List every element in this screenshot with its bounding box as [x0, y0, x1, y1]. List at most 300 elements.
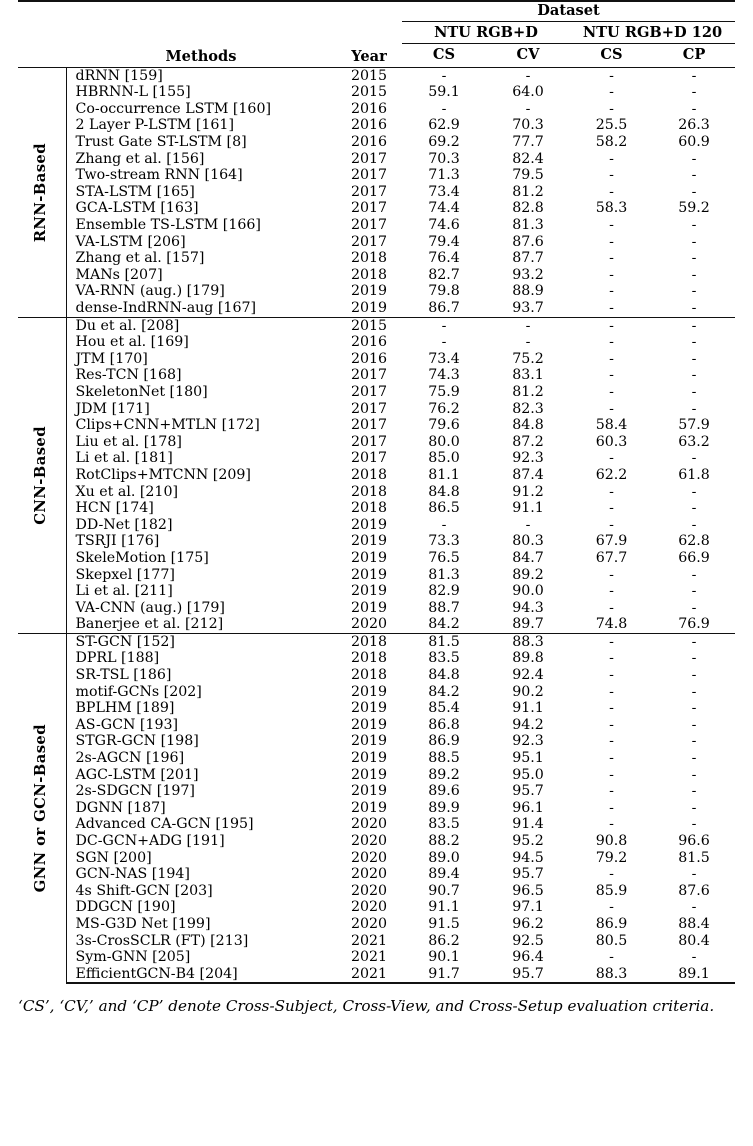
method-name: 2s-AGCN [196]	[75, 750, 185, 767]
publication-year: 2020	[350, 616, 388, 633]
publication-year: 2020	[350, 899, 388, 916]
header-dataset-label: Dataset	[402, 1, 735, 22]
method-name: Hou et al. [169]	[75, 334, 189, 351]
value-ntu60-cs: 86.2	[428, 932, 460, 949]
value-ntu60-cs: 71.3	[428, 167, 460, 184]
value-ntu120-cp: 76.9	[678, 616, 710, 633]
publication-year: 2020	[350, 915, 388, 932]
header-spacer-2	[18, 22, 66, 44]
value-ntu60-cs: -	[441, 100, 447, 117]
method-name: VA-LSTM [206]	[75, 233, 186, 250]
value-ntu120-cp: -	[691, 516, 697, 533]
value-ntu60-cs: 74.3	[428, 367, 460, 384]
value-ntu120-cs: -	[609, 683, 614, 700]
method-name: AS-GCN [193]	[75, 716, 179, 733]
value-ntu120-cs: 62.2	[595, 466, 628, 483]
publication-year: 2017	[350, 450, 388, 467]
publication-year: 2019	[350, 783, 388, 800]
value-ntu120-cs: -	[609, 783, 614, 800]
value-ntu60-cs: 79.6	[428, 417, 460, 434]
value-ntu60-cv: 70.3	[512, 117, 544, 134]
header-year-cell	[336, 1, 402, 67]
method-name: GCN-NAS [194]	[75, 866, 190, 883]
value-ntu60-cs: 90.1	[428, 949, 460, 966]
value-ntu120-cs: -	[609, 383, 614, 400]
method-name: ST-GCN [152]	[66, 633, 336, 650]
publication-year: 2020	[350, 833, 388, 850]
publication-year: 2016	[350, 117, 388, 134]
value-ntu60-cv: 88.9	[512, 283, 544, 300]
publication-year: 2016	[350, 134, 388, 151]
value-ntu60-cs: 84.2	[428, 683, 460, 700]
publication-year: 2019	[350, 683, 388, 700]
method-name: 2 Layer P-LSTM [161]	[75, 117, 234, 134]
value-ntu60-cs: 86.8	[428, 716, 460, 733]
value-ntu120-cp: -	[691, 400, 697, 417]
value-ntu120-cs: -	[609, 450, 614, 467]
value-ntu120-cs: -	[609, 799, 614, 816]
value-ntu120-cp: -	[691, 217, 697, 234]
value-ntu120-cp: -	[691, 667, 697, 684]
value-ntu120-cp: -	[691, 367, 697, 384]
value-ntu60-cv: 80.3	[512, 533, 544, 550]
publication-year: 2018	[350, 667, 388, 684]
value-ntu60-cv: 81.3	[512, 217, 544, 234]
value-ntu120-cs: -	[609, 84, 614, 101]
value-ntu120-cs: 67.9	[595, 533, 628, 550]
value-ntu60-cs: 90.7	[428, 882, 460, 899]
value-ntu60-cv: -	[486, 67, 570, 84]
table-row	[18, 667, 735, 684]
table-row	[18, 167, 735, 184]
method-name: Zhang et al. [157]	[75, 250, 205, 267]
value-ntu120-cp: -	[691, 766, 697, 783]
publication-year: 2018	[350, 466, 388, 483]
value-ntu60-cs: 86.7	[428, 300, 460, 317]
value-ntu60-cv: 95.1	[512, 750, 544, 767]
table-row	[18, 334, 735, 351]
value-ntu120-cs: -	[609, 516, 614, 533]
table-caption: ‘CS’, ‘CV,’ and ‘CP’ denote Cross-Subject, Cross-View, and Cross-Setup evaluation criteria.	[18, 997, 715, 1016]
header-row-dataset	[18, 1, 735, 22]
method-name: Trust Gate ST-LSTM [8]	[75, 134, 247, 151]
publication-year: 2020	[350, 882, 388, 899]
value-ntu120-cs: -	[609, 766, 614, 783]
publication-year: 2019	[350, 283, 388, 300]
table-row	[18, 966, 735, 984]
table-row	[18, 367, 735, 384]
table-row	[18, 67, 735, 84]
value-ntu120-cp: -	[691, 700, 697, 717]
value-ntu60-cs: 91.5	[428, 915, 460, 932]
table-row	[18, 401, 735, 418]
value-ntu60-cv: 95.7	[486, 966, 570, 984]
table-row	[18, 684, 735, 701]
value-ntu120-cs: -	[609, 483, 614, 500]
method-name: Skepxel [177]	[75, 566, 175, 583]
value-ntu120-cp: -	[691, 733, 697, 750]
value-ntu120-cp: 80.4	[678, 932, 710, 949]
value-ntu120-cp: -	[691, 233, 697, 250]
value-ntu120-cp: -	[691, 483, 697, 500]
header-protocol-cp-ntu120: CP	[682, 46, 706, 64]
value-ntu120-cs: -	[609, 733, 614, 750]
value-ntu120-cs: -	[609, 367, 614, 384]
method-name: BPLHM [189]	[75, 700, 175, 717]
value-ntu60-cs: 86.5	[428, 500, 460, 517]
value-ntu60-cs: 81.1	[428, 466, 460, 483]
header-spacer-3	[18, 44, 66, 67]
value-ntu120-cp: 57.9	[678, 417, 710, 434]
value-ntu120-cs: -	[609, 583, 614, 600]
value-ntu120-cp: -	[691, 599, 697, 616]
value-ntu60-cv: 96.1	[512, 799, 544, 816]
value-ntu120-cp: -	[691, 300, 697, 317]
value-ntu120-cp: -	[691, 500, 697, 517]
method-name: SkeletonNet [180]	[75, 383, 208, 400]
value-ntu60-cv: 82.8	[512, 200, 544, 217]
method-name: Res-TCN [168]	[75, 367, 182, 384]
method-name: HCN [174]	[75, 500, 154, 517]
value-ntu120-cs: -	[609, 899, 614, 916]
value-ntu120-cs: -	[609, 866, 614, 883]
publication-year: 2016	[350, 350, 388, 367]
value-ntu60-cs: -	[402, 67, 486, 84]
value-ntu60-cs: 76.5	[428, 549, 460, 566]
table-row	[18, 317, 735, 334]
table-row	[18, 949, 735, 966]
table-row	[18, 650, 735, 667]
value-ntu120-cp: -	[691, 250, 697, 267]
publication-year: 2016	[350, 100, 388, 117]
value-ntu120-cs: -	[609, 667, 614, 684]
value-ntu60-cv: 94.5	[512, 849, 544, 866]
table-row	[18, 500, 735, 517]
value-ntu60-cv: 84.8	[512, 417, 544, 434]
value-ntu60-cs: -	[441, 516, 447, 533]
table-row	[18, 434, 735, 451]
value-ntu60-cs: 89.4	[428, 866, 460, 883]
value-ntu120-cp: -	[691, 334, 697, 351]
method-name: motif-GCNs [202]	[75, 683, 202, 700]
publication-year: 2019	[350, 599, 388, 616]
publication-year: 2018	[350, 650, 388, 667]
publication-year: 2019	[350, 700, 388, 717]
value-ntu60-cs: 73.4	[428, 350, 460, 367]
method-name: dRNN [159]	[66, 67, 336, 84]
method-name: Du et al. [208]	[66, 317, 336, 334]
value-ntu120-cs: -	[609, 750, 614, 767]
table-row	[18, 616, 735, 633]
publication-year: 2015	[350, 84, 388, 101]
value-ntu60-cv: 75.2	[512, 350, 544, 367]
method-name: STA-LSTM [165]	[75, 183, 195, 200]
row-group-label-text: RNN-Based	[32, 142, 50, 242]
value-ntu120-cp: 66.9	[678, 549, 710, 566]
value-ntu120-cs: -	[609, 350, 614, 367]
value-ntu60-cs: -	[402, 317, 486, 334]
value-ntu60-cv: 93.7	[512, 300, 544, 317]
table-row	[18, 767, 735, 784]
value-ntu60-cv: 87.7	[512, 250, 544, 267]
table-row	[18, 117, 735, 134]
value-ntu60-cs: 88.5	[428, 750, 460, 767]
value-ntu120-cp: -	[691, 150, 697, 167]
value-ntu120-cs: -	[609, 816, 614, 833]
table-row	[18, 916, 735, 933]
value-ntu60-cv: 92.3	[512, 733, 544, 750]
value-ntu120-cp: -	[691, 283, 697, 300]
value-ntu120-cs: -	[609, 334, 614, 351]
method-name: 2s-SDGCN [197]	[75, 783, 195, 800]
value-ntu60-cv: 97.1	[512, 899, 544, 916]
value-ntu60-cs: 80.0	[428, 433, 460, 450]
publication-year: 2017	[350, 183, 388, 200]
value-ntu60-cs: 70.3	[428, 150, 460, 167]
method-name: Banerjee et al. [212]	[75, 616, 224, 633]
publication-year: 2017	[350, 367, 388, 384]
value-ntu120-cp: -	[691, 84, 697, 101]
value-ntu60-cv: -	[525, 334, 531, 351]
value-ntu60-cs: 89.0	[428, 849, 460, 866]
value-ntu60-cv: 79.5	[512, 167, 544, 184]
value-ntu120-cp: -	[691, 750, 697, 767]
value-ntu60-cs: 82.7	[428, 266, 460, 283]
table-body	[18, 67, 735, 983]
table-row	[18, 933, 735, 950]
value-ntu120-cs: -	[609, 700, 614, 717]
publication-year: 2020	[350, 816, 388, 833]
value-ntu60-cs: -	[441, 334, 447, 351]
value-ntu120-cp: 59.2	[678, 200, 710, 217]
method-name: DD-Net [182]	[75, 516, 173, 533]
method-name: Liu et al. [178]	[75, 433, 182, 450]
publication-year: 2015	[336, 67, 402, 84]
method-name: 3s-CrosSCLR (FT) [213]	[75, 932, 249, 949]
publication-year: 2019	[350, 750, 388, 767]
method-name: JTM [170]	[75, 350, 148, 367]
table-row	[18, 134, 735, 151]
value-ntu120-cs: 86.9	[595, 915, 628, 932]
table-row	[18, 600, 735, 617]
value-ntu120-cp: -	[691, 450, 697, 467]
method-name: Co-occurrence LSTM [160]	[75, 100, 272, 117]
table-row	[18, 750, 735, 767]
table-row	[18, 866, 735, 883]
value-ntu60-cv: 96.2	[512, 915, 544, 932]
value-ntu60-cs: 89.9	[428, 799, 460, 816]
method-name: Li et al. [181]	[75, 450, 173, 467]
method-name: SkeleMotion [175]	[75, 549, 209, 566]
publication-year: 2019	[350, 549, 388, 566]
table-row	[18, 283, 735, 300]
publication-year: 2018	[350, 500, 388, 517]
value-ntu60-cs: 74.6	[428, 217, 460, 234]
value-ntu120-cs: -	[609, 716, 614, 733]
publication-year: 2021	[350, 932, 388, 949]
value-ntu60-cv: 96.4	[512, 949, 544, 966]
value-ntu60-cv: 92.5	[512, 932, 544, 949]
table-row	[18, 467, 735, 484]
publication-year: 2019	[350, 733, 388, 750]
table-row	[18, 567, 735, 584]
header-protocol-cs-ntu60: CS	[432, 46, 456, 64]
value-ntu60-cv: 89.7	[512, 616, 544, 633]
value-ntu60-cv: 91.4	[512, 816, 544, 833]
value-ntu60-cv: 92.3	[512, 450, 544, 467]
method-name: DPRL [188]	[75, 650, 160, 667]
method-name: EfficientGCN-B4 [204]	[66, 966, 336, 984]
table-row	[18, 800, 735, 817]
value-ntu60-cv: 87.4	[512, 466, 544, 483]
header-protocol-cv-ntu60: CV	[516, 46, 540, 64]
value-ntu120-cs: 80.5	[595, 932, 628, 949]
value-ntu120-cs: -	[609, 266, 614, 283]
value-ntu60-cs: 81.5	[402, 633, 486, 650]
table-row	[18, 583, 735, 600]
value-ntu60-cs: 84.2	[428, 616, 460, 633]
value-ntu60-cv: 93.2	[512, 266, 544, 283]
value-ntu60-cv: 83.1	[512, 367, 544, 384]
method-name: DGNN [187]	[75, 799, 166, 816]
method-name: VA-RNN (aug.) [179]	[75, 283, 225, 300]
value-ntu120-cp: -	[691, 167, 697, 184]
publication-year: 2019	[350, 583, 388, 600]
value-ntu120-cp: 81.5	[678, 849, 710, 866]
table-row	[18, 300, 735, 317]
publication-year: 2019	[350, 799, 388, 816]
publication-year: 2021	[336, 966, 402, 984]
value-ntu120-cp: 26.3	[678, 117, 710, 134]
value-ntu120-cp: -	[691, 783, 697, 800]
value-ntu60-cs: 89.6	[428, 783, 460, 800]
method-name: JDM [171]	[75, 400, 150, 417]
value-ntu120-cs: -	[609, 100, 614, 117]
value-ntu120-cs: 58.2	[595, 134, 628, 151]
value-ntu120-cp: 60.9	[678, 134, 710, 151]
value-ntu60-cv: 95.2	[512, 833, 544, 850]
value-ntu120-cs: 85.9	[595, 882, 628, 899]
value-ntu120-cp: -	[691, 949, 697, 966]
value-ntu120-cs: -	[609, 949, 614, 966]
value-ntu60-cv: 81.2	[512, 383, 544, 400]
value-ntu60-cv: 90.0	[512, 583, 544, 600]
header-dataset-ntu60: NTU RGB+D	[402, 22, 570, 44]
value-ntu120-cs: -	[609, 250, 614, 267]
value-ntu60-cv: 82.4	[512, 150, 544, 167]
table-row	[18, 517, 735, 534]
value-ntu120-cs: -	[570, 67, 653, 84]
value-ntu120-cs: 90.8	[595, 833, 628, 850]
publication-year: 2017	[350, 400, 388, 417]
header-methods-cell	[66, 1, 336, 67]
value-ntu120-cs: -	[609, 217, 614, 234]
value-ntu120-cs: -	[609, 167, 614, 184]
value-ntu120-cp: -	[691, 866, 697, 883]
value-ntu120-cs: 60.3	[595, 433, 628, 450]
value-ntu120-cp: -	[691, 716, 697, 733]
value-ntu60-cv: 90.2	[512, 683, 544, 700]
value-ntu120-cs: -	[570, 633, 653, 650]
row-group-label-1	[18, 67, 66, 317]
publication-year: 2018	[350, 266, 388, 283]
value-ntu60-cs: 83.5	[428, 816, 460, 833]
value-ntu120-cs: -	[609, 599, 614, 616]
publication-year: 2016	[350, 334, 388, 351]
value-ntu120-cs: -	[570, 317, 653, 334]
header-protocol-cs-ntu120: CS	[600, 46, 623, 64]
method-name: VA-CNN (aug.) [179]	[75, 599, 225, 616]
row-group-label-text: GNN or GCN-Based	[32, 724, 50, 893]
value-ntu60-cv: -	[486, 317, 570, 334]
value-ntu120-cs: 88.3	[570, 966, 653, 984]
value-ntu120-cp: 96.6	[678, 833, 710, 850]
value-ntu60-cs: 59.1	[428, 84, 460, 101]
value-ntu60-cs: 69.2	[428, 134, 460, 151]
method-name: TSRJI [176]	[75, 533, 160, 550]
value-ntu120-cp: -	[691, 799, 697, 816]
publication-year: 2015	[336, 317, 402, 334]
value-ntu120-cp: -	[691, 183, 697, 200]
value-ntu120-cp: -	[691, 650, 697, 667]
method-name: Two-stream RNN [164]	[75, 167, 243, 184]
method-name: Clips+CNN+MTLN [172]	[75, 417, 260, 434]
value-ntu120-cs: 67.7	[595, 549, 628, 566]
value-ntu120-cp: -	[691, 899, 697, 916]
value-ntu60-cs: 85.0	[428, 450, 460, 467]
table-row	[18, 217, 735, 234]
value-ntu120-cp: 87.6	[678, 882, 710, 899]
value-ntu60-cs: 91.7	[402, 966, 486, 984]
value-ntu60-cv: 77.7	[512, 134, 544, 151]
value-ntu60-cs: 76.4	[428, 250, 460, 267]
value-ntu60-cv: 94.3	[512, 599, 544, 616]
value-ntu120-cp: -	[691, 683, 697, 700]
value-ntu60-cv: 82.3	[512, 400, 544, 417]
value-ntu120-cp: -	[691, 816, 697, 833]
table-row	[18, 384, 735, 401]
publication-year: 2017	[350, 233, 388, 250]
value-ntu60-cs: 88.2	[428, 833, 460, 850]
publication-year: 2018	[336, 633, 402, 650]
value-ntu120-cp: -	[691, 350, 697, 367]
value-ntu60-cs: 73.4	[428, 183, 460, 200]
value-ntu60-cv: 91.2	[512, 483, 544, 500]
method-name: RotClips+MTCNN [209]	[75, 466, 251, 483]
value-ntu60-cs: 76.2	[428, 400, 460, 417]
row-group-label-text: CNN-Based	[32, 425, 50, 525]
value-ntu60-cv: 87.6	[512, 233, 544, 250]
value-ntu60-cv: 95.0	[512, 766, 544, 783]
value-ntu60-cs: 88.7	[428, 599, 460, 616]
method-name: MANs [207]	[75, 266, 163, 283]
publication-year: 2020	[350, 866, 388, 883]
publication-year: 2021	[350, 949, 388, 966]
table-row	[18, 733, 735, 750]
value-ntu120-cs: 74.8	[595, 616, 628, 633]
method-name: Ensemble TS-LSTM [166]	[75, 217, 261, 234]
value-ntu60-cv: -	[525, 516, 531, 533]
method-name: MS-G3D Net [199]	[75, 915, 211, 932]
method-name: GCA-LSTM [163]	[75, 200, 199, 217]
value-ntu60-cv: -	[525, 100, 531, 117]
value-ntu120-cs: 58.3	[595, 200, 628, 217]
table-header	[18, 1, 735, 67]
value-ntu120-cp: -	[691, 566, 697, 583]
value-ntu60-cs: 86.9	[428, 733, 460, 750]
table-row	[18, 717, 735, 734]
table-row	[18, 184, 735, 201]
